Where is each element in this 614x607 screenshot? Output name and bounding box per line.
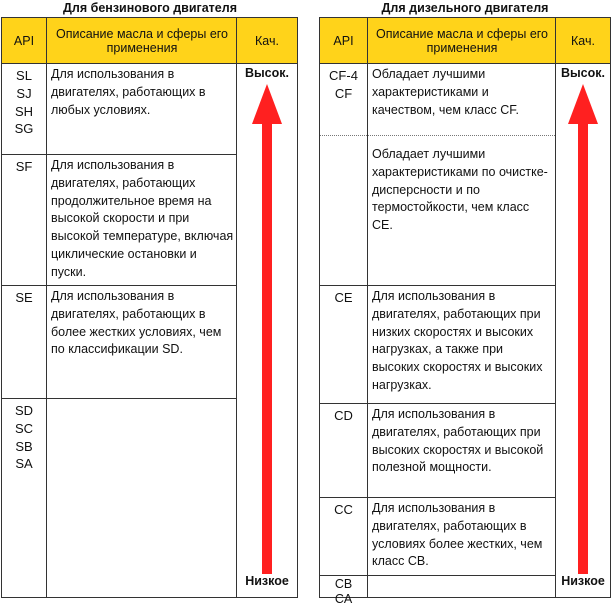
oil-description: Для использования в двигателях, работающих продолжительное время на высокой скорости и при высокой температуре, включая циклические остановки и пуски.	[51, 158, 234, 279]
quality-high-label: Высок.	[560, 66, 606, 80]
gasoline-header-desc: Описание масла и сферы его применения	[55, 26, 229, 55]
diesel-header-desc: Описание масла и сферы его применения	[375, 26, 549, 55]
api-class: CC	[334, 502, 353, 517]
api-class: SF	[15, 159, 33, 174]
table-row	[320, 498, 555, 576]
column-divider	[367, 18, 368, 597]
gasoline-title: Для бензинового двигателя	[63, 1, 237, 15]
gasoline-table	[1, 17, 298, 598]
api-class: CF-4 CF	[329, 68, 358, 101]
api-class: SD SC SB SA	[14, 403, 34, 472]
diesel-header-api: API	[333, 33, 354, 48]
table-row	[320, 286, 555, 404]
quality-low-label: Низкое	[561, 574, 605, 588]
oil-description: Для использования в двигателях, работающих при низких скоростях и высоких нагрузках, а также при высоких скоростях и высоких нагрузках.	[372, 289, 543, 392]
table-row	[2, 155, 236, 286]
api-class: CB CA	[334, 577, 353, 606]
oil-description: Обладает лучшими характеристиками и качеством, чем класс CF.	[372, 67, 519, 117]
quality-high-label: Высок.	[244, 66, 290, 80]
diesel-table	[319, 17, 611, 606]
oil-description: Для использования в двигателях, работающих в более жестких условиях, чем по классификации SD.	[51, 289, 222, 357]
api-class: CD	[334, 408, 353, 423]
table-row	[2, 286, 236, 399]
api-class: SL SJ SH SG	[14, 68, 34, 137]
oil-description: Для использования в двигателях, работающих в любых условиях.	[51, 67, 206, 117]
diesel-title: Для дизельного двигателя	[381, 1, 549, 15]
diesel-header-quality: Кач.	[571, 33, 595, 48]
api-class: SE	[15, 290, 33, 305]
api-class: CE	[334, 290, 353, 305]
gasoline-header-api: API	[13, 33, 35, 48]
quality-low-label: Низкое	[245, 574, 289, 588]
table-row	[320, 64, 555, 136]
column-divider	[46, 18, 47, 597]
table-row	[2, 64, 236, 155]
table-row	[320, 404, 555, 498]
oil-description: Для использования в двигателях, работающих в условиях более жестких, чем класс CB.	[372, 501, 543, 569]
oil-description: Для использования в двигателях, работающих при высоких скоростях и высокой полезной мощности.	[372, 407, 544, 475]
oil-description: Обладает лучшими характеристиками по очистке-дисперсности и по термостойкости, чем класс CE.	[372, 147, 548, 233]
table-row	[320, 576, 555, 606]
table-row	[2, 399, 236, 597]
table-row	[320, 136, 555, 286]
quality-arrow-icon	[237, 80, 297, 574]
quality-arrow-icon	[556, 80, 610, 574]
gasoline-header-quality: Кач.	[255, 33, 279, 48]
